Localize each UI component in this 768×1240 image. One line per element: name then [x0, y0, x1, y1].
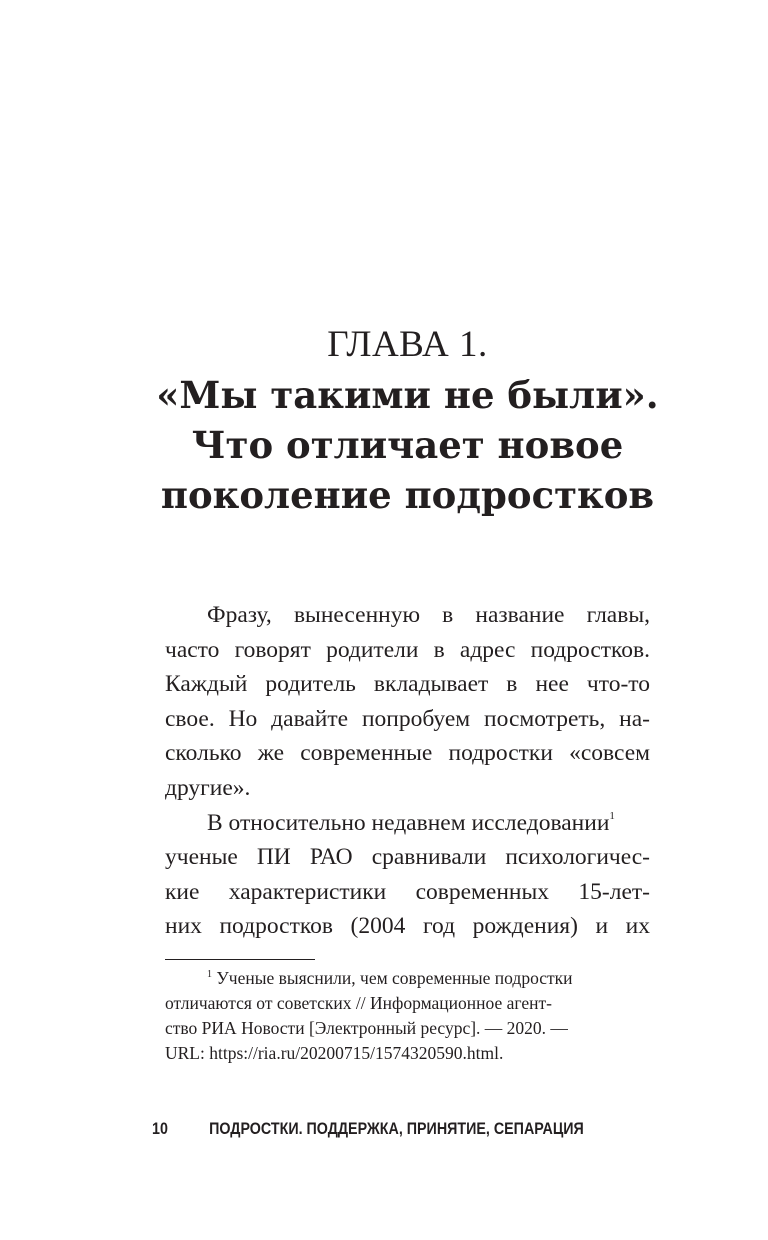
- footnote-line: отличаются от советских // Информационное агент-: [165, 993, 552, 1013]
- footnote: [165, 966, 650, 1066]
- paragraph-line: другие».: [165, 774, 251, 801]
- chapter-title-line: Что отличает новое: [191, 423, 624, 467]
- footnote-url-line[interactable]: URL: https://ria.ru/20200715/1574320590.html.: [165, 1043, 504, 1063]
- paragraph-line: часто говорят родители в адрес подростков.: [165, 636, 650, 663]
- paragraph-line: сколько же современные подростки «совсем: [165, 740, 650, 767]
- chapter-title-line: поколение подростков: [160, 473, 655, 517]
- running-footer: [152, 1116, 584, 1142]
- chapter-title-line: «Мы такими не были».: [156, 373, 659, 417]
- footnote-line: [165, 966, 650, 991]
- chapter-title: [150, 370, 665, 520]
- footnote-line: ство РИА Новости [Электронный ресурс]. — 2020. —: [165, 1018, 568, 1038]
- footnote-marker: 1: [207, 969, 212, 980]
- footnote-divider: [165, 959, 315, 960]
- footnote-text: Ученые выяснили, чем современные подростки: [216, 968, 573, 988]
- paragraph-line: кие характеристики современных 15-лет-: [165, 878, 650, 905]
- paragraph-line: Фразу, вынесенную в название главы,: [207, 602, 650, 628]
- page-number: 10: [152, 1119, 168, 1138]
- paragraph-line-with-footnote: [165, 806, 650, 841]
- paragraph-line-text: В относительно недавнем исследовании: [207, 809, 610, 836]
- paragraph-line: свое. Но давайте попробуем посмотреть, на-: [165, 705, 650, 732]
- footnote-reference[interactable]: 1: [609, 809, 615, 822]
- paragraph-line: ученые ПИ РАО сравнивали психологичес-: [165, 844, 650, 871]
- body-text: [165, 598, 650, 944]
- paragraph-line: них подростков (2004 год рождения) и их: [165, 913, 650, 940]
- chapter-label: ГЛАВА 1.: [327, 324, 488, 365]
- paragraph-line: Каждый родитель вкладывает в нее что-то: [165, 671, 650, 698]
- running-title: ПОДРОСТКИ. ПОДДЕРЖКА, ПРИНЯТИЕ, СЕПАРАЦИЯ: [209, 1119, 584, 1138]
